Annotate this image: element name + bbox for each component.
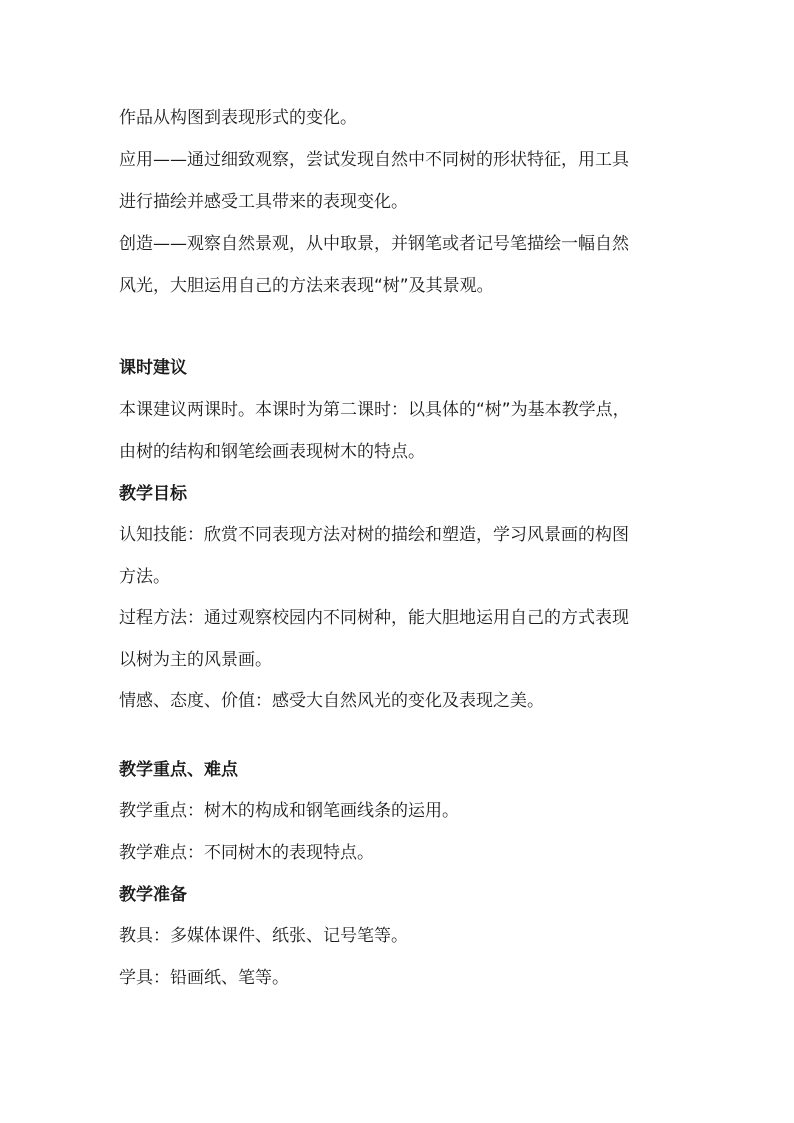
- prep-heading: 教学准备: [119, 885, 187, 905]
- goals-line-4: 以树为主的风景画。: [119, 650, 272, 670]
- goals-line-3: 过程方法：通过观察校园内不同树种，能大胆地运用自己的方式表现: [119, 608, 629, 628]
- prep-line-1: 教具：多媒体课件、纸张、记号笔等。: [119, 926, 408, 946]
- suggestion-line-2: 由树的结构和钢笔绘画表现树木的特点。: [119, 442, 425, 462]
- goals-heading: 教学目标: [119, 484, 187, 504]
- keypoints-line-1: 教学重点：树木的构成和钢笔画线条的运用。: [119, 801, 459, 821]
- intro-line-2: 应用——通过细致观察，尝试发现自然中不同树的形状特征，用工具: [119, 150, 629, 170]
- keypoints-heading: 教学重点、难点: [119, 760, 238, 780]
- goals-line-5: 情感、态度、价值：感受大自然风光的变化及表现之美。: [119, 691, 544, 711]
- prep-line-2: 学具：铅画纸、笔等。: [119, 968, 289, 988]
- keypoints-line-2: 教学难点：不同树木的表现特点。: [119, 843, 374, 863]
- goals-line-1: 认知技能：欣赏不同表现方法对树的描绘和塑造，学习风景画的构图: [119, 525, 629, 545]
- suggestion-line-1: 本课建议两课时。本课时为第二课时：以具体的“树”为基本教学点，: [119, 400, 630, 420]
- goals-line-2: 方法。: [119, 567, 170, 587]
- intro-line-1: 作品从构图到表现形式的变化。: [119, 108, 357, 128]
- suggestion-heading: 课时建议: [119, 358, 187, 378]
- intro-line-5: 风光，大胆运用自己的方法来表现“树”及其景观。: [119, 276, 494, 296]
- intro-line-3: 进行描绘并感受工具带来的表现变化。: [119, 192, 408, 212]
- intro-line-4: 创造——观察自然景观，从中取景，并钢笔或者记号笔描绘一幅自然: [119, 234, 629, 254]
